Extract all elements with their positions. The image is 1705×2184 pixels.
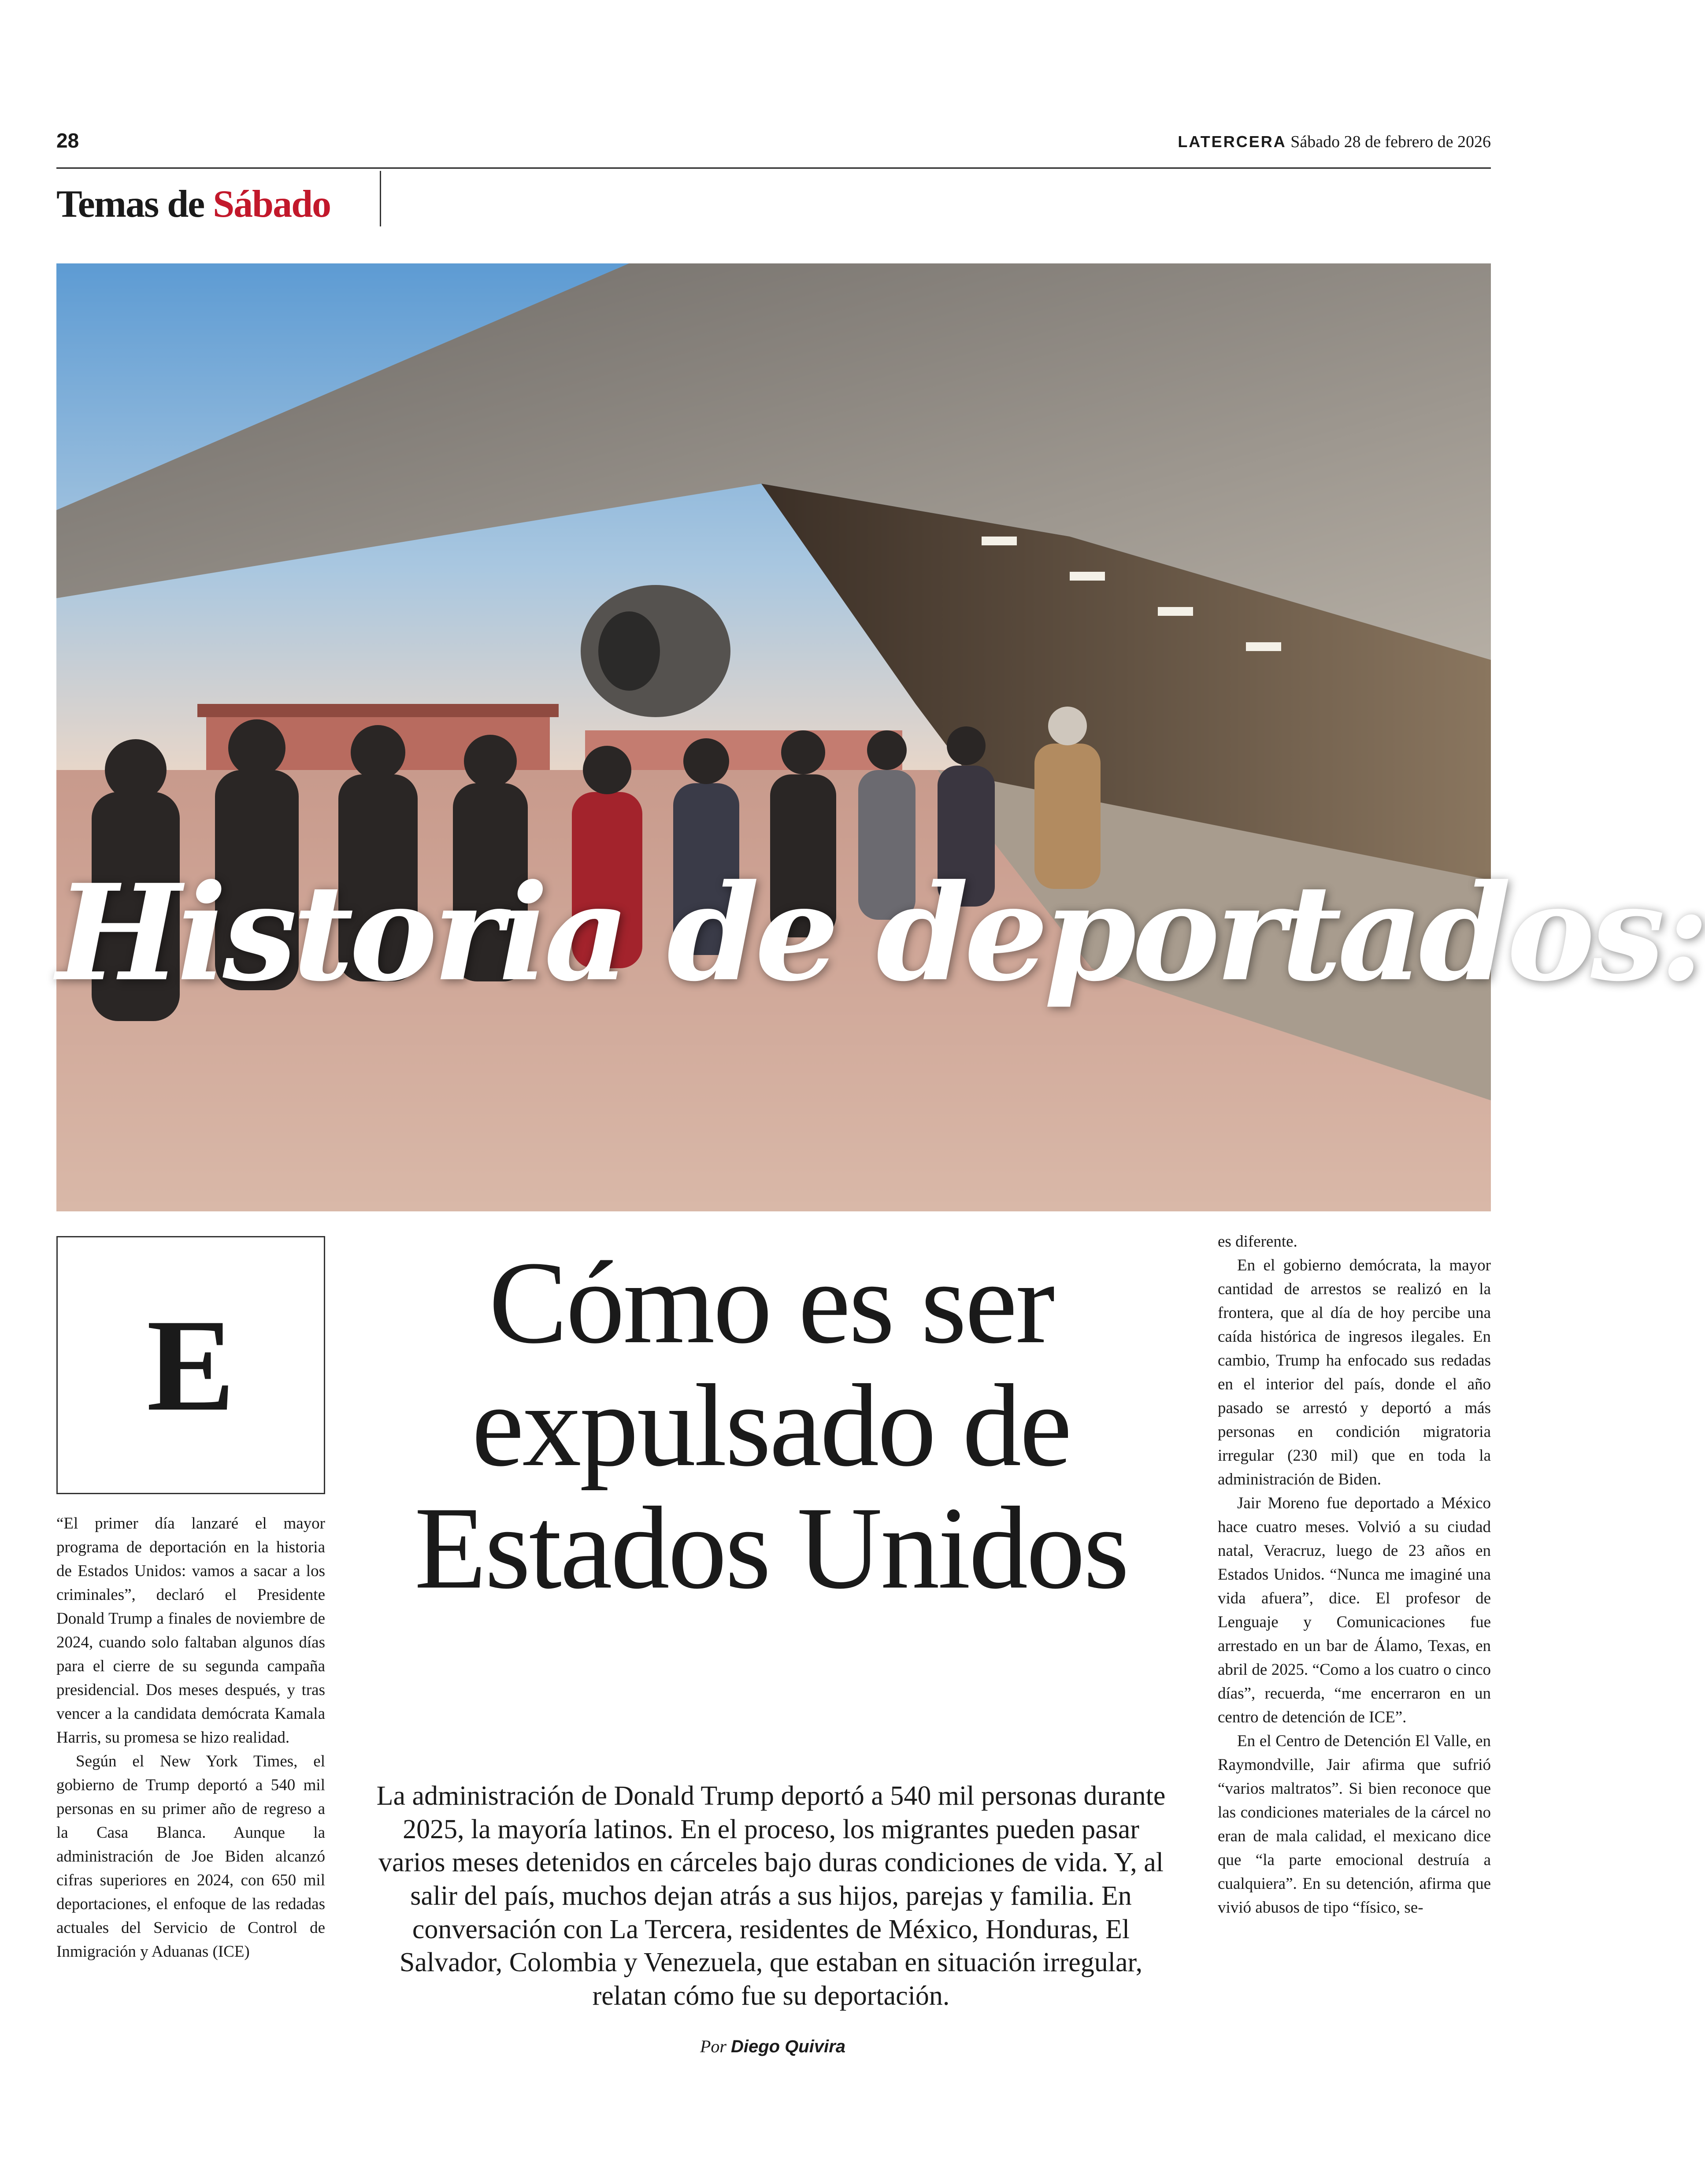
headline-line: Estados Unidos [414, 1482, 1128, 1614]
top-rule [56, 167, 1491, 169]
hero-photo [56, 263, 1705, 1211]
masthead [1178, 132, 1491, 152]
left-paragraph: Según el New York Times, el gobierno de Trump deportó a 540 mil personas en su primer año de regreso a la Casa Blanca. Aunque la administración de Joe Biden alcanzó cifras superiores en 2024, con 650 mil deportaciones, el enfoque de las redadas actuales del Servicio de Control de Inmigración y Aduanas (ICE) [56, 1752, 325, 1961]
brand-name: LATERCERA [1178, 133, 1286, 151]
hero-overlay-title: Historia de deportados: [56, 855, 1705, 1011]
dropcap-box [56, 1236, 325, 1494]
headline-line: Cómo es ser [489, 1237, 1053, 1368]
right-paragraph: Jair Moreno fue deportado a México hace cuatro meses. Volvió a su ciudad natal, Veracruz, luego de 23 años en Estados Unidos. “Nunca me imaginé una vida afuera”, dice. El profesor de Lenguaje y Comunicaciones fue arrestado en un bar de Álamo, Texas, en abril de 2025. “Como a los cuatro o cinco días”, recuerda, “me encerraron en un centro de detención de ICE”. [1218, 1494, 1491, 1727]
deck-paragraph: La administración de Donald Trump deportó a 540 mil personas durante 2025, la mayoría latinos. En el proceso, los migrantes pueden pasar varios meses detenidos en cárceles bajo duras condiciones de vida. Y, al salir del país, muchos dejan atrás a sus hijos, parejas y familia. En conversación con La Tercera, residentes de México, Honduras, El Salvador, Colombia y Venezuela, que estaban en situación irregular, relatan cómo fue su deportación. [376, 1781, 1166, 2011]
right-paragraph: En el Centro de Detención El Valle, en Raymondville, Jair afirma que sufrió “varios maltratos”. Si bien reconoce que las condiciones materiales de la cárcel no eran de mala calidad, el mexicano dice que “la parte emocional destruía a cualquiera”. En su detención, afirma que vivió abusos de tipo “físico, se- [1218, 1732, 1491, 1917]
right-paragraph: En el gobierno demócrata, la mayor cantidad de arrestos se realizó en la frontera, que al día de hoy percibe una caída histórica de ingresos ilegales. En cambio, Trump ha enfocado sus redadas en el interior del país, donde el año pasado se arrestó y deportó a más personas en condición migratoria irregular (230 mil) que en toda la administración de Biden. [1218, 1256, 1491, 1489]
section-prefix: Temas de [56, 183, 204, 226]
page-number: 28 [56, 129, 79, 152]
dropcap-letter: E [146, 1292, 235, 1438]
issue-date: Sábado 28 de febrero de 2026 [1290, 133, 1491, 151]
byline [0, 2036, 1546, 2057]
headline [348, 1237, 1194, 1614]
byline-prefix: Por [700, 2036, 726, 2056]
section-divider [380, 171, 381, 226]
left-paragraph: “El primer día lanzaré el mayor programa de deportación en la historia de Estados Unidos: vamos a sacar a los criminales”, declaró el Presidente Donald Trump a finales de noviembre de 2024, cuando solo faltaban algunos días para el cierre de su segunda campaña presidencial. Dos meses después, y tras vencer a la candidata demócrata Kamala Harris, su promesa se hizo realidad. [56, 1514, 325, 1747]
headline-line: expulsado de [471, 1359, 1071, 1491]
section-accent: Sábado [213, 183, 331, 226]
byline-author: Diego Quivira [730, 2037, 846, 2056]
left-column [56, 1512, 325, 1964]
right-column [1218, 1230, 1491, 1920]
section-label [56, 185, 330, 224]
right-paragraph: es diferente. [1218, 1233, 1297, 1251]
